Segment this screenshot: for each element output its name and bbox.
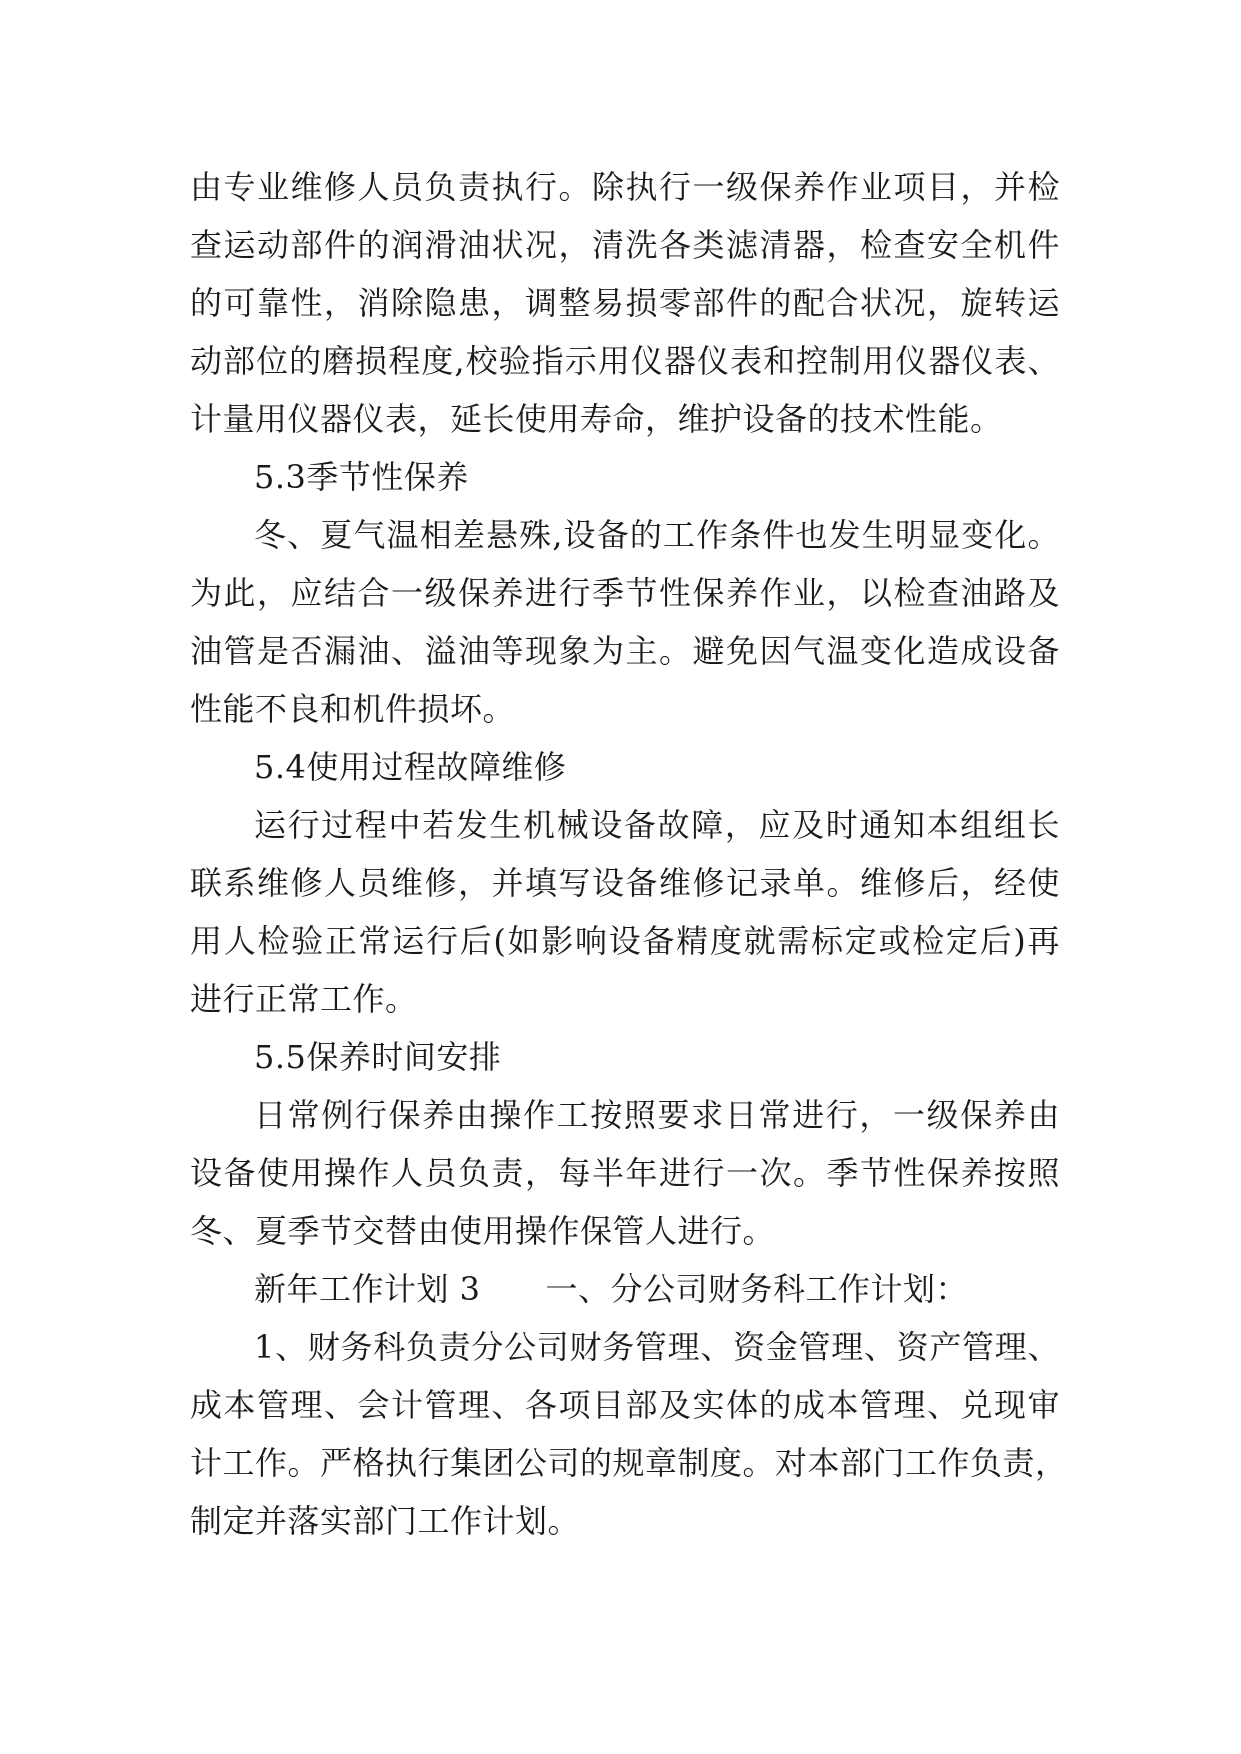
paragraph-line: 制定并落实部门工作计划。 <box>190 1502 581 1540</box>
paragraph-line: 动部位的磨损程度,校验指示用仪器仪表和控制用仪器仪表、 <box>190 342 1060 380</box>
paragraph-line: 性能不良和机件损坏。 <box>190 690 516 728</box>
paragraph-line: 查运动部件的润滑油状况，清洗各类滤清器，检查安全机件 <box>190 226 1060 264</box>
paragraph-line: 计工作。严格执行集团公司的规章制度。对本部门工作负责， <box>190 1444 1068 1482</box>
paragraph-line: 油管是否漏油、溢油等现象为主。避免因气温变化造成设备 <box>190 632 1060 670</box>
paragraph-line: 运行过程中若发生机械设备故障，应及时通知本组组长 <box>254 806 1060 844</box>
paragraph-line: 日常例行保养由操作工按照要求日常进行，一级保养由 <box>254 1096 1060 1134</box>
paragraph-line: 计量用仪器仪表，延长使用寿命，维护设备的技术性能。 <box>190 400 1003 438</box>
section-heading-5-5: 5.5保养时间安排 <box>254 1038 502 1076</box>
paragraph-line: 用人检验正常运行后(如影响设备精度就需标定或检定后)再 <box>190 922 1060 960</box>
paragraph-line: 的可靠性，消除隐患，调整易损零部件的配合状况，旋转运 <box>190 284 1060 322</box>
paragraph-line: 成本管理、会计管理、各项目部及实体的成本管理、兑现审 <box>190 1386 1060 1424</box>
paragraph-line: 冬、夏气温相差悬殊,设备的工作条件也发生明显变化。 <box>254 516 1060 554</box>
paragraph-line: 设备使用操作人员负责，每半年进行一次。季节性保养按照 <box>190 1154 1060 1192</box>
paragraph-line: 由专业维修人员负责执行。除执行一级保养作业项目，并检 <box>190 168 1060 206</box>
section-heading-5-4: 5.4使用过程故障维修 <box>254 748 567 786</box>
section-heading-5-3: 5.3季节性保养 <box>254 458 469 496</box>
paragraph-line: 联系维修人员维修，并填写设备维修记录单。维修后，经使 <box>190 864 1060 902</box>
plan-heading: 新年工作计划 3 一、分公司财务科工作计划： <box>254 1270 969 1308</box>
paragraph-line: 进行正常工作。 <box>190 980 418 1018</box>
document-body <box>190 158 1068 1550</box>
paragraph-line: 1、财务科负责分公司财务管理、资金管理、资产管理、 <box>254 1328 1060 1366</box>
paragraph-line: 为此，应结合一级保养进行季节性保养作业，以检查油路及 <box>190 574 1060 612</box>
paragraph-line: 冬、夏季节交替由使用操作保管人进行。 <box>190 1212 776 1250</box>
